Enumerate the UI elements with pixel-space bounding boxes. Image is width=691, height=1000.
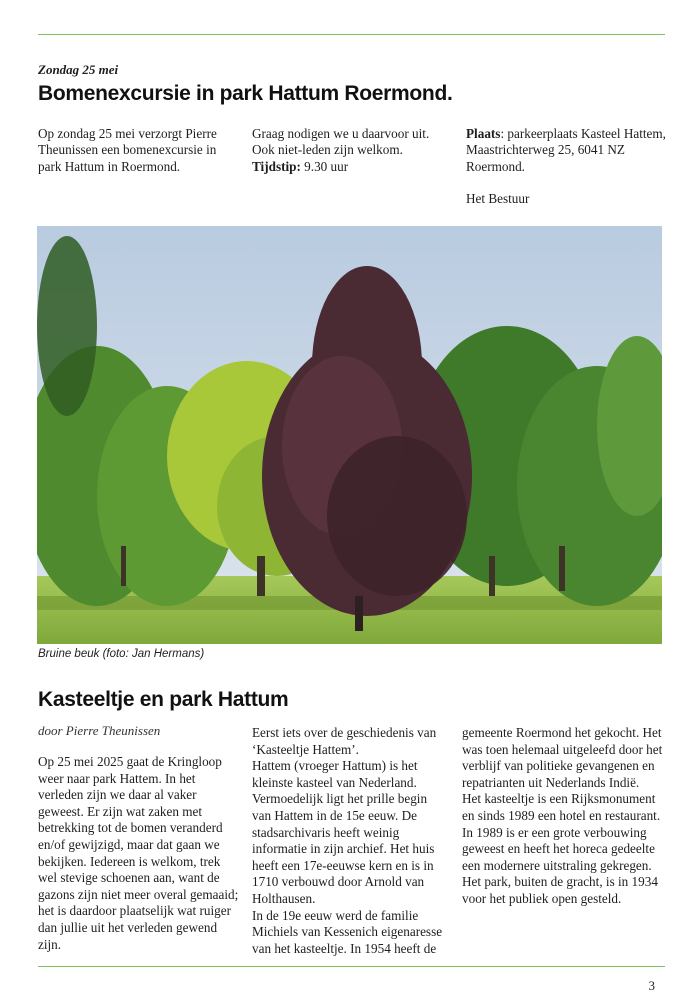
top-rule: [38, 34, 665, 35]
article-paragraph: Op 25 mei 2025 gaat de Kringloop weer naar park Hattem. In het verleden zijn we daar al vaker geweest. Er zijn wat zaken met betrekking tot de bomen veranderd en/of gewijzigd, maar dat gaan we bekijken. Iedereen is welkom, trek wel stevige schoenen aan, want de gazons zijn niet meer overal gemaaid; het is daardoor plaatselijk wat ruiger dan jullie uit het verleden gewend zijn.: [38, 754, 239, 952]
signature: Het Bestuur: [466, 191, 530, 207]
article-column-1: [38, 754, 240, 953]
article-title: Kasteeltje en park Hattum: [38, 688, 289, 711]
time-value: 9.30 uur: [304, 158, 349, 174]
article-paragraph: Het kasteeltje is een Rijksmonument en sinds 1989 een hotel en restaurant.: [462, 791, 661, 823]
article-paragraph: Het park, buiten de gracht, is in 1934 voor het publiek open gesteld.: [462, 874, 658, 906]
bottom-rule: [38, 966, 665, 967]
event-title: Bomenexcursie in park Hattum Roermond.: [38, 82, 453, 105]
article-column-3: [462, 725, 664, 908]
article-paragraph: In de 19e eeuw werd de familie Michiels van Kessenich eigenaresse van het kasteeltje. In 1954 heeft de: [252, 907, 443, 956]
event-invite-column: [252, 126, 452, 175]
event-date: Zondag 25 mei: [38, 62, 119, 77]
event-invite-text: Graag nodigen we u daarvoor uit.: [252, 126, 430, 141]
article-paragraph: gemeente Roermond het gekocht. Het was toen helemaal uitgeleefd door het verblijf van politieke gevangenen en repatrianten uit Nederlands Indië.: [462, 725, 663, 790]
event-place-column: [466, 126, 666, 208]
article-paragraph: Eerst iets over de geschiedenis van ‘Kasteeltje Hattem’.: [252, 725, 437, 757]
page-number: 3: [648, 978, 655, 993]
event-time: [252, 159, 452, 175]
copper-beech-photo: [37, 226, 662, 644]
article-paragraph: In 1989 is er een grote verbouwing geweest en heeft het horeca gedeelte een modernere uitstraling gekregen.: [462, 824, 655, 873]
photo-caption: Bruine beuk (foto: Jan Hermans): [38, 648, 205, 660]
place-value: : parkeerplaats Kasteel Hattem, Maastrichterweg 25, 6041 NZ Roermond.: [466, 126, 666, 174]
event-intro-text: Op zondag 25 mei verzorgt Pierre Theunissen een bomenexcursie in park Hattum in Roermond.: [38, 126, 217, 174]
place-label: Plaats: [466, 126, 501, 141]
event-members-text: Ook niet-leden zijn welkom.: [252, 142, 403, 158]
time-label: Tijdstip:: [252, 158, 301, 174]
article-column-2: [252, 725, 447, 957]
article-paragraph: Hattem (vroeger Hattum) is het kleinste kasteel van Nederland. Vermoedelijk ligt het prille begin van Hattem in de 15e eeuw. De stadsarchivaris heeft weinig informatie in zijn archief. Het huis heeft een 17e-eeuwse kern en is in 1710 verbouwd door Arnold van Holthausen.: [252, 758, 435, 906]
article-byline: door Pierre Theunissen: [38, 723, 161, 738]
event-place: [466, 126, 666, 175]
event-intro-column: [38, 126, 238, 175]
